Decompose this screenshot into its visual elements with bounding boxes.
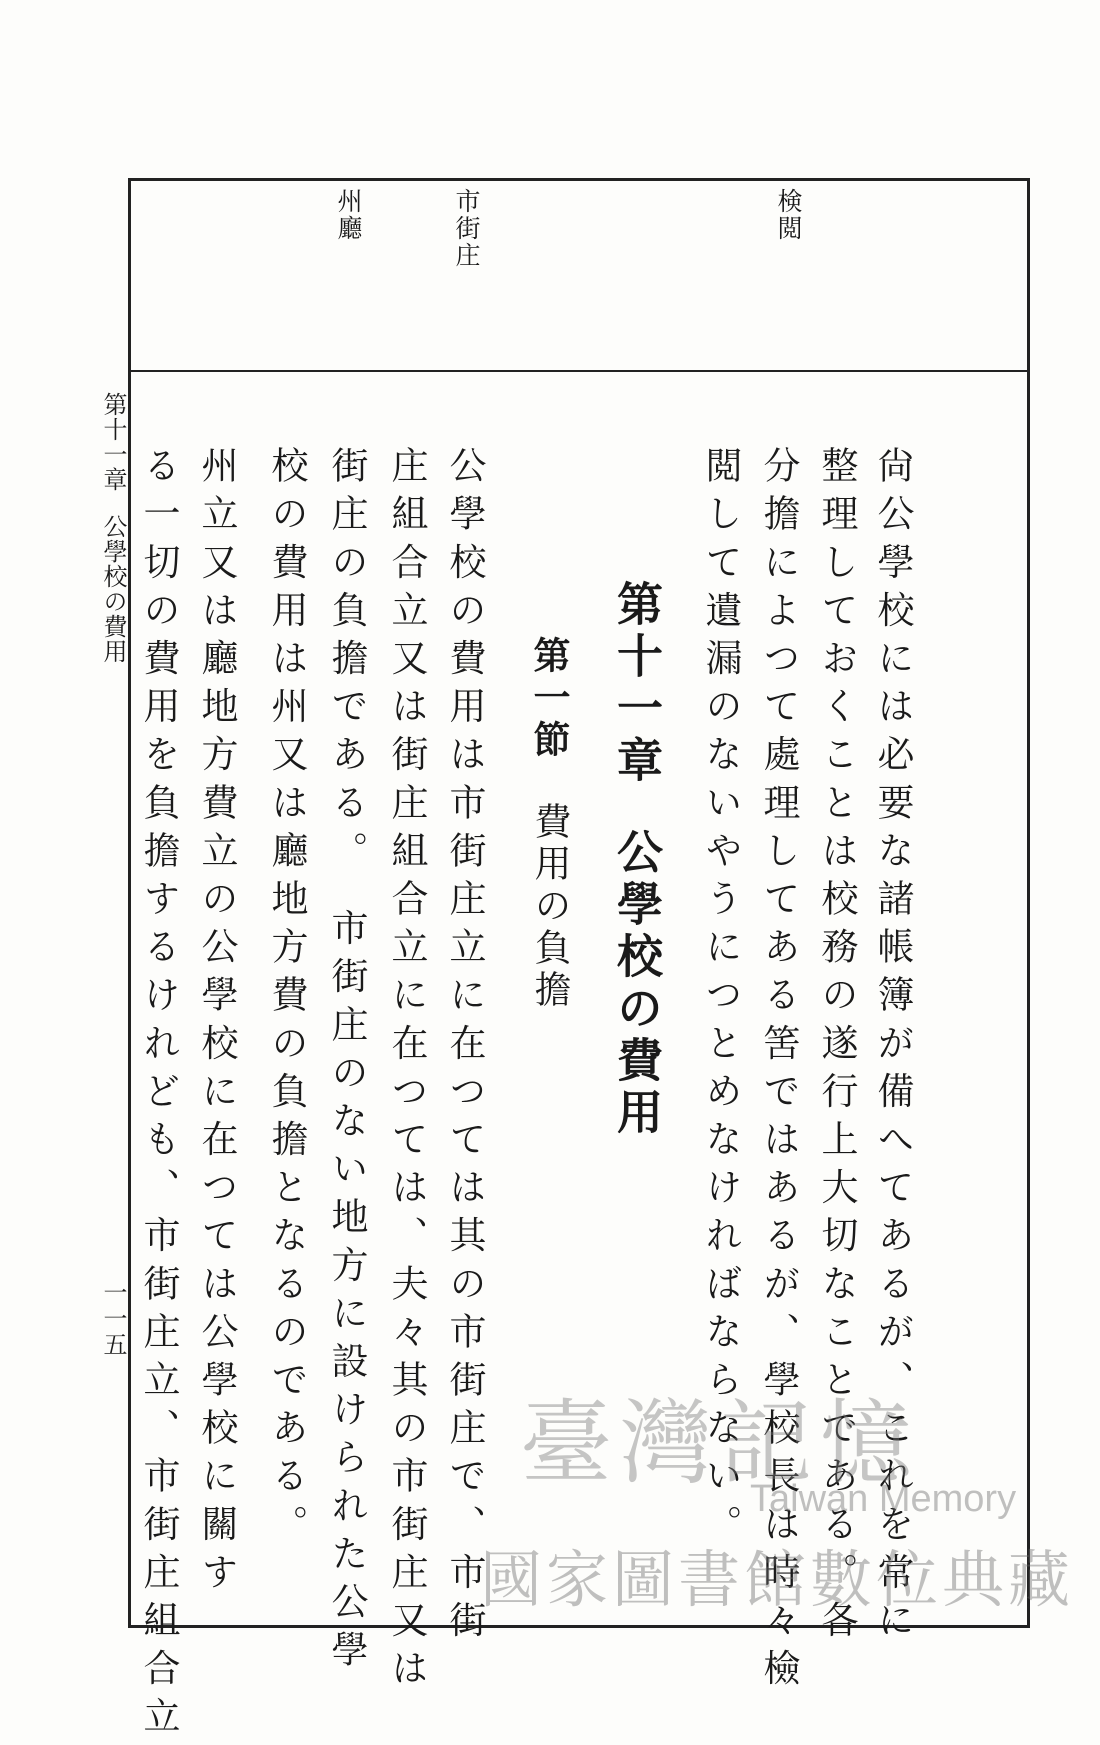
- body-column-3: 分擔によつて處理してある筈ではあるが、學校長は時々檢: [757, 446, 800, 1697]
- header-divider: [128, 370, 1030, 372]
- section-number: 第一節: [527, 636, 571, 762]
- body-column-8: 校の費用は州又は廳地方費の負擔となるのである。: [265, 446, 308, 1553]
- section-title: 費用の負擔: [528, 802, 571, 1012]
- body-column-6: 庄組合立又は街庄組合立に在つては、夫々其の市街庄又は: [385, 446, 428, 1697]
- header-prefecture: 州廳: [334, 188, 363, 242]
- watermark-org: 國家圖書館數位典藏: [480, 1543, 1075, 1616]
- chapter-title: 公學校の費用: [610, 828, 664, 1140]
- chapter-number: 第十一章: [610, 580, 664, 788]
- chapter-heading: [604, 580, 670, 1140]
- section-heading: [522, 636, 576, 1012]
- watermark: [480, 1370, 1075, 1620]
- watermark-subtitle: Taiwan Memory: [750, 1478, 1017, 1520]
- running-head: [96, 392, 131, 664]
- page-number: 一一五: [99, 1280, 127, 1358]
- watermark-title: 臺灣記憶: [520, 1390, 921, 1497]
- header-inspection: 検閲: [774, 188, 803, 242]
- body-column-1: 尙公學校には必要な諸帳簿が備へてあるが、これを常に: [871, 446, 914, 1649]
- body-column-10: る一切の費用を負擔するけれども、市街庄立、市街庄組合立: [137, 446, 180, 1745]
- body-column-4: 閲して遺漏のないやうにつとめなければならない。: [699, 446, 742, 1553]
- running-head-chapter: 第十一章: [99, 392, 127, 492]
- body-column-5: 公學校の費用は市街庄立に在つては其の市街庄で、市街: [443, 446, 486, 1649]
- header-municipality: 市街庄: [452, 188, 481, 269]
- body-column-7: 街庄の負擔である。 市街庄のない地方に設けられた公學: [325, 446, 368, 1679]
- running-head-title: 公學校の費用: [99, 514, 127, 664]
- body-column-2: 整理しておくことは校務の遂行上大切なことである。各: [815, 446, 858, 1649]
- body-column-9: 州立又は廳地方費立の公學校に在つては公學校に關す: [195, 446, 238, 1601]
